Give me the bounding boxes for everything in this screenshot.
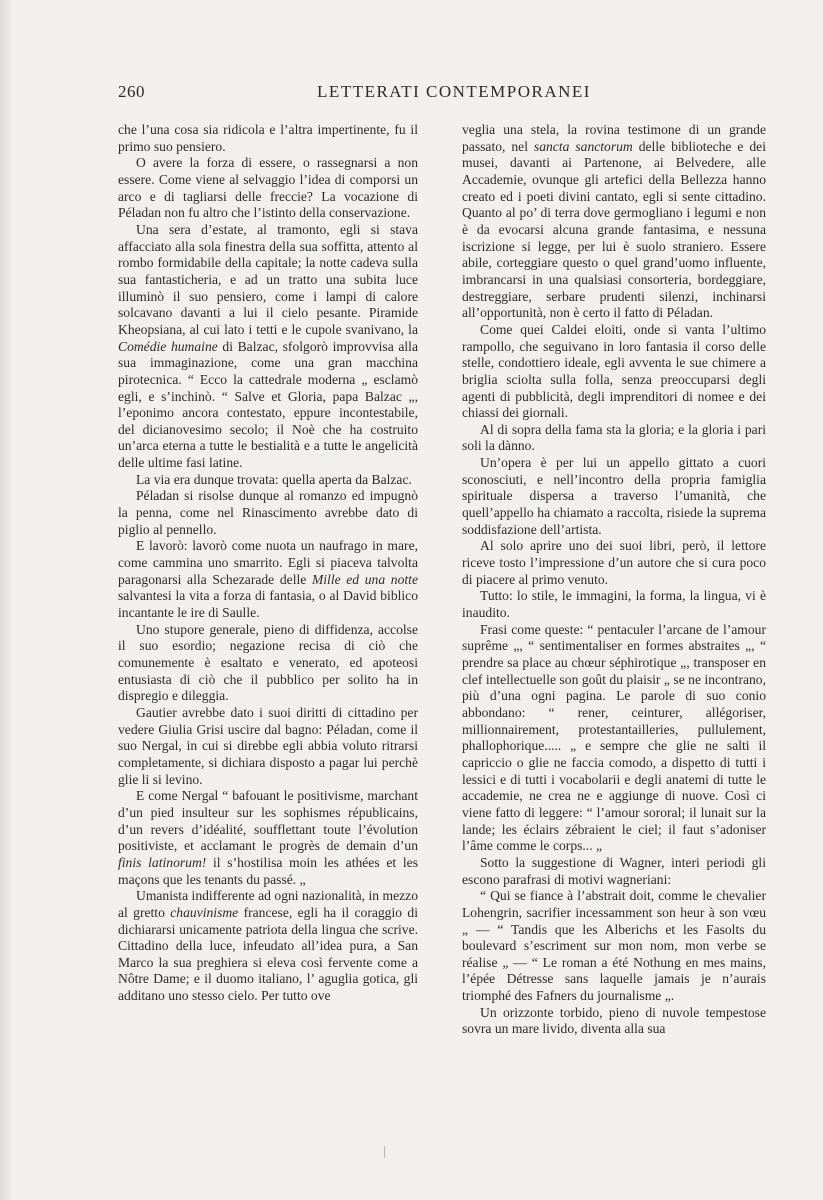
left-column [118, 122, 418, 1005]
paragraph: E come Nergal “ bafouant le positivisme, marchant d’un pied insulteur sur les sophismes républicains, d’un revers d’idéalité, soufflettant toute l’évolution positiviste, et acclamant le progrès de demain d’un finis latinorum! il s’hostilisa moin les athées et les maçons que les tenants du passé. „ [118, 788, 418, 887]
paragraph: Umanista indifferente ad ogni nazionalità, in mezzo al gretto chauvinisme francese, egli ha il coraggio di dichiararsi unicamente patriota della lingua che scrive. Cittadino della luce, infeudato all’idea pura, a San Marco la sua preghiera si eleva così fervente come a Nôtre Dame; e il duomo italiano, l’ aguglia gotica, gli additano uno stesso cielo. Per tutto ove [118, 888, 418, 1004]
italic-title: Comédie humaine [118, 338, 218, 354]
paragraph: Tutto: lo stile, le immagini, la forma, la lingua, vi è inaudito. [462, 588, 766, 621]
page-header [118, 82, 770, 108]
paragraph: Uno stupore generale, pieno di diffidenza, accolse il suo esordio; negazione recisa di ciò che comunemente è esaltato e venerato, ed apoteosi entusiasta di ciò che il pubblico per solito ha in dispregio e dileggia. [118, 621, 418, 704]
page-edge-shadow [0, 0, 14, 1200]
paragraph: Un orizzonte torbido, pieno di nuvole tempestose sovra un mare livido, diventa alla sua [462, 1004, 766, 1037]
paragraph: Come quei Caldei eloiti, onde si vanta l’ultimo rampollo, che seguivano in loro fantasia il corso delle stelle, condottiero ideale, egli avventa le sue chimere a briglia sciolta sulla folla, senza preoccuparsi degli agenti di pubblicità, degli imprenditori di nomee e dei chiassi dei giornali. [462, 321, 766, 421]
right-column [462, 122, 766, 1038]
page-number: 260 [118, 82, 145, 101]
paragraph: O avere la forza di essere, o rassegnarsi a non essere. Come viene al selvaggio l’idea di comporsi un arco e di tagliarsi delle freccie? La vocazione di Péladan non fu altro che l’istinto della conservazione. [118, 155, 418, 221]
paragraph: “ Qui se fiance à l’abstrait doit, comme le chevalier Lohengrin, sacrifier incessamment son heur à son vœu „ — “ Tandis que les Alberichs et les Fasolts du boulevard s’escriment sur mon nom, mon verbe se réalise „ — “ Le roman a été Nothung en mes mains, l’épée Détresse sans laquelle jamais je n’aurais triomphé des Fafners du journalisme „. [462, 888, 766, 1004]
italic-phrase: sancta sanctorum [533, 138, 633, 154]
paragraph: La via era dunque trovata: quella aperta da Balzac. [136, 471, 412, 487]
paragraph: Péladan si risolse dunque al romanzo ed impugnò la penna, come nel Rinascimento avrebbe dato di piglio al pennello. [118, 488, 418, 537]
paragraph: veglia una stela, la rovina testimone di un grande passato, nel sancta sanctorum delle biblioteche e dei musei, davanti ai Partenone, ai Belvedere, alle Accademie, ovunque gli artefici della Bellezza hanno creato ed i poeti divini cantato, egli si sente cittadino. Quanto al po’ di terra dove germogliano i legumi e non è da evocarsi alcuna grande fantasima, e nessuna iscrizione si legge, per lui è suolo straniero. Essere abile, corteggiare questo o quel grand’uomo influente, imbrancarsi in una qualsiasi consorteria, bordeggiare, destreggiare, serbare prudenti silenzi, inchinarsi all’opportunità, non è certo il fatto di Péladan. [462, 122, 766, 321]
italic-phrase: finis latinorum! [118, 854, 207, 870]
italic-title: Mille ed una notte [311, 571, 418, 587]
paragraph: Sotto la suggestione di Wagner, interi periodi gli escono parafrasi di motivi wagneriani: [462, 854, 766, 887]
paragraph: Un’opera è per lui un appello gittato a cuori sconosciuti, e nell’incontro della propria famiglia spirituale dispersa a traverso l’umanità, che quell’appello ha chiamato a raccolta, risiede la suprema soddisfazione dell’artista. [462, 455, 766, 537]
paragraph: Una sera d’estate, al tramonto, egli si stava affacciato alla sola finestra della sua soffitta, attento al rombo formidabile della capitale; la notte cadeva sulla sua fantasticheria, e ad un tratto una subita luce illuminò il suo pensiero, come i lampi di calore solcavano davanti a lui il cielo pesante. Piramide Kheopsiana, al cui lato i tetti e le cupole svanivano, la Comédie humaine di Balzac, sfolgorò improvvisa alla sua immaginazione, come una gran macchina pirotecnica. “ Ecco la cattedrale moderna „ esclamò egli, e s’inchinò. “ Salve et Gloria, papa Balzac „, l’eponimo ancora contestato, eppure incontestabile, del dicianovesimo secolo; il Noè che ha costruito un’arca eterna a tutte le bestialità e a tutte le angelicità delle ultime fasi latine. [118, 221, 418, 471]
paragraph: E lavorò: lavorò come nuota un naufrago in mare, come cammina uno smarrito. Egli si piaceva talvolta paragonarsi alla Schezarade delle Mille ed una notte salvantesi la vita a forza di fantasia, o al David biblico incantante le ire di Saulle. [118, 538, 418, 621]
running-title: LETTERATI CONTEMPORANEI [317, 82, 591, 101]
paragraph: Al solo aprire uno dei suoi libri, però, il lettore riceve tosto l’impressione d’un autore che si cura poco di piacere al primo venuto. [462, 538, 766, 587]
print-mark [384, 1146, 385, 1158]
paragraph: Frasi come queste: “ pentaculer l’arcane de l’amour suprême „, “ sentimentaliser en formes abstraites „, “ prendre sa place au chœur séphirotique „, transposer en clef intellectuelle son goût du plaisir „ se ne incontrano, più d’una ogni pagina. Le parole di suo conio abbondano: “ rener, ceinturer, allégoriser, millionnairement, protestantailleries, pullulement, phallophorique..... „ e sempre che glie ne salti il capriccio o glie ne faccia comodo, a dispetto di tutti i lessici e di tutti i vocabolarii e degli anatemi di tutte le accademie, ne crea ne e aggiunge di nuove. Così ci viene fatto di leggere: “ l’amour sororal; il lunait sur la lande; les éclairs zébraient le ciel; il faut s’adoniser l’âme comme le corps... „ [462, 621, 766, 854]
paragraph: Al di sopra della fama sta la gloria; e la gloria i pari soli la dànno. [462, 421, 766, 454]
italic-word: chauvinisme [170, 904, 239, 920]
paragraph: che l’una cosa sia ridicola e l’altra impertinente, fu il primo suo pensiero. [118, 122, 418, 154]
paragraph: Gautier avrebbe dato i suoi diritti di cittadino per vedere Giulia Grisi uscire dal bagno: Péladan, come il suo Nergal, in cui si direbbe egli abbia voluto ritrarsi completamente, si dichiara disposto a pagar lui perchè glie li si levino. [118, 704, 418, 787]
